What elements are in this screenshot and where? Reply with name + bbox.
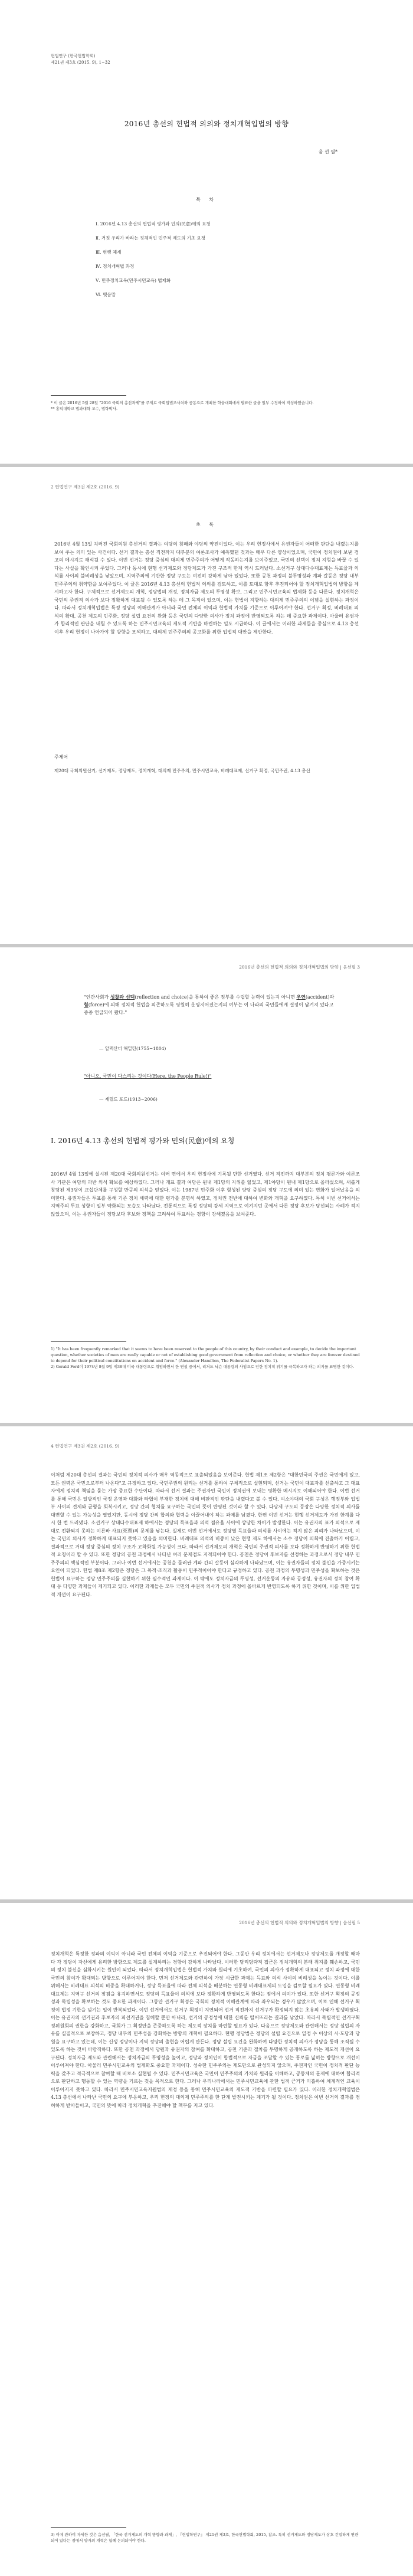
toc-item: Ⅲ. 현행 체계 <box>96 250 122 255</box>
abstract-heading: 초 록 <box>196 522 217 527</box>
footnotes <box>51 400 360 412</box>
keywords-heading: 주제어 <box>54 754 68 760</box>
running-header: 2016년 총선의 헌법적 의의와 정치개혁입법의 방향 | 음선필 3 <box>239 964 360 970</box>
toc-heading: 목 차 <box>196 197 217 202</box>
journal-line: 현법연구 (한국헌법학회) <box>51 54 96 58</box>
toc-item: Ⅱ. 거짓 우리가 바라는 정체적인 민주적 제도의 기초 요청 <box>96 235 205 241</box>
epigraph-quote <box>84 993 336 1016</box>
epigraph-quote: "아니오, 국민이 다스리는 것이다(Here, the People Rule!)" <box>84 1074 212 1079</box>
running-header: 4 헌법연구 제3권 제2호 (2016. 9) <box>51 1443 120 1449</box>
quote-text: "인간사회가 <box>84 995 110 1000</box>
paper-page-3 <box>0 947 413 1423</box>
paper-page-5 <box>0 1903 413 2576</box>
footnote-divider <box>51 2527 126 2528</box>
section-title: Ⅰ. 2016년 4.13 총선의 헌법적 평가와 민의(民意)에의 요청 <box>51 1137 235 1145</box>
footnote: * 이 글은 2016년 5월 28일 "2016 국회의 총선과제"를 주제로 국회입법조사처와 공동으로 개최한 학술대회에서 발표한 글을 일부 수정하여 작성하였습니다. <box>51 401 314 405</box>
running-header: 2 헌법연구 제3권 제2호 (2016. 9) <box>51 484 120 490</box>
quote-text: (accident)과 <box>305 995 335 1000</box>
body-paragraph: 2016년 4월 13일에 실시된 제20대 국회의원선거는 여러 면에서 우리 헌정사에 기록될 만한 선거였다. 선거 직전까지 대부분의 정치 평론가와 여론조사 기관은 여당의 과반 의석 확보를 예상하였다. 그러나 개표 결과 여당은 원내 제1당의 지위를 잃었고, 제1야당이 원내 제1당으로 올라섰으며, 새롭게 창당된 제3당이 교섭단체를 구성할 만큼의 의석을 얻었다. 이는 1987년 민주화 이후 형성된 양당 중심의 정당 구도에 의미 있는 변화가 일어났음을 의미한다. 유권자들은 투표를 통해 기존 정치 세력에 대한 평가를 분명히 하였고, 정치권 전반에 대하여 변화와 개혁을 요구하였다. 특히 이번 선거에서는 지역주의 투표 성향이 일부 약화되는 모습도 나타났다. 전통적으로 특정 정당의 강세 지역으로 여겨지던 곳에서 다른 정당 후보가 당선되는 사례가 적지 않았으며, 이는 유권자들이 정당보다 후보와 정책을 고려하여 투표하는 경향이 강해졌음을 보여준다. <box>51 1171 360 1217</box>
body-paragraph: 정치개혁은 특정한 정파의 이익이 아니라 국민 전체의 이익을 기준으로 추진되어야 한다. 그동안 우리 정치에서는 선거제도나 정당제도를 개정할 때마다 각 정당이 자신에게 유리한 방향으로 제도를 설계하려는 경향이 강하게 나타났다. 이러한 당리당략적 접근은 정치개혁의 본래 취지를 훼손하고, 국민의 정치 불신을 심화시키는 원인이 되었다. 따라서 정치개혁입법은 헌법적 가치와 원리에 기초하여, 국민의 의사가 정확하게 대표되고 정치 과정에 대한 국민의 참여가 확대되는 방향으로 이루어져야 한다. 먼저 선거제도와 관련하여 가장 시급한 과제는 득표와 의석 사이의 비례성을 높이는 것이다. 이를 위해서는 비례대표 의석의 비중을 확대하거나, 정당 득표율에 따라 전체 의석을 배분하는 연동형 비례대표제의 도입을 검토할 필요가 있다. 연동형 비례대표제는 지역구 선거의 장점을 유지하면서도 정당의 득표율이 의석에 보다 정확하게 반영되도록 한다는 점에서 의미가 있다. 또한 선거구 획정의 공정성과 독립성을 확보하는 것도 중요한 과제이다. 그동안 선거구 획정은 국회의 정치적 이해관계에 따라 좌우되는 경우가 많았으며, 이로 인해 선거구 획정이 법정 기한을 넘기는 일이 반복되었다. 이번 선거에서도 선거구 획정이 지연되어 선거 직전까지 선거구가 확정되지 않는 초유의 사태가 발생하였다. 이는 유권자의 선거권과 후보자의 피선거권을 침해할 뿐만 아니라, 선거의 공정성에 대한 신뢰를 떨어뜨리는 결과를 낳았다. 따라서 독립적인 선거구획정위원회의 권한을 강화하고, 국회가 그 획정안을 존중하도록 하는 제도적 장치를 마련할 필요가 있다. 다음으로 정당제도와 관련해서는 정당 설립의 자유를 실질적으로 보장하고, 정당 내부의 민주성을 강화하는 방향의 개혁이 필요하다. 현행 정당법은 정당의 설립 요건으로 일정 수 이상의 시·도당과 당원을 요구하고 있는데, 이는 신생 정당이나 지역 정당의 출현을 어렵게 만든다. 정당 설립 요건을 완화하여 다양한 정치적 의사가 정당을 통해 조직될 수 있도록 하는 것이 바람직하다. 또한 공천 과정에서 당원과 유권자의 참여를 확대하고, 공천 기준과 절차를 투명하게 공개하도록 하는 제도적 개선이 요구된다. 정치자금 제도와 관련해서는 정치자금의 투명성을 높이고, 정당과 정치인이 합법적으로 자금을 조달할 수 있는 통로를 넓히는 방향으로 개선이 이루어져야 한다. 아울러 민주시민교육의 법제화도 중요한 과제이다. 성숙한 민주주의는 제도만으로 완성되지 않으며, 주권자인 국민이 정치적 판단 능력을 갖추고 적극적으로 참여할 때 비로소 실현될 수 있다. 민주시민교육은 국민이 민주주의의 가치와 원리를 이해하고, 공동체의 문제에 대하여 합리적으로 판단하고 행동할 수 있는 역량을 기르는 것을 목적으로 한다. 그러나 우리나라에서는 민주시민교육에 관한 법적 근거가 미흡하여 체계적인 교육이 이루어지지 못하고 있다. 따라서 민주시민교육지원법의 제정 등을 통해 민주시민교육의 제도적 기반을 마련할 필요가 있다. 이러한 정치개혁입법은 4.13 총선에서 나타난 국민의 요구에 부응하고, 우리 헌정의 대의제 민주주의를 한 단계 발전시키는 계기가 될 것이다. 정치권은 이번 선거의 결과를 겸허하게 받아들이고, 국민의 뜻에 따라 정치개혁을 추진해야 할 책무를 지고 있다. <box>51 1951 360 2108</box>
table-of-contents <box>96 217 343 302</box>
author-name: 음 선 필* <box>318 149 337 155</box>
toc-item: Ⅳ. 정치개혁법 과정 <box>96 264 135 269</box>
footnote: ** 홍익대학교 법과대학 교수, 법학박사. <box>51 406 118 411</box>
paper-page-1 <box>0 0 413 464</box>
quote-emphasis: 우연 <box>296 994 306 1000</box>
quote-attribution: — 제럴드 포드(1913~2006) <box>99 1097 158 1102</box>
quote-text: 수립할 능력이 있는지 아니면 <box>234 995 297 1000</box>
quote-attribution: — 알렉산더 해밀턴(1755~1804) <box>99 1046 166 1051</box>
journal-line: 제21권 제3호 (2015. 9), 1~32 <box>51 60 110 65</box>
toc-item: Ⅰ. 2016년 4.13 총선의 헌법적 평가와 민의(民意)에의 요청 <box>96 221 211 227</box>
paper-page-4 <box>0 1426 413 1899</box>
footnote: 2) Gerald Ford이 1974년 8월 9일 제38대 미국 대통령으로 취임하면서 한 연설 중에서, 리처드 닉슨 대통령의 사임으로 인한 정치적 위기를 극복하고자 하는 의지를 표명한 것이다. <box>51 1364 355 1369</box>
paper-title: 2016년 총선의 헌법적 의의와 정치개혁입법의 방향 <box>124 120 289 128</box>
footnote-divider <box>51 395 126 396</box>
quote-text: (reflection and choice)을 통하여 좋은 정부를 <box>135 995 234 1000</box>
body-paragraph: 이처럼 제20대 총선의 결과는 국민의 정치적 의사가 매우 역동적으로 표출되었음을 보여준다. 헌법 제1조 제2항은 "대한민국의 주권은 국민에게 있고, 모든 권력은 국민으로부터 나온다"고 규정하고 있다. 국민주권의 원리는 선거를 통하여 구체적으로 실현되며, 선거는 국민이 대표자를 선출하고 그 대표자에게 정치적 책임을 묻는 가장 중요한 수단이다. 따라서 선거 결과는 주권자인 국민이 정치권에 보내는 명확한 메시지로 이해되어야 한다. 이번 선거를 통해 국민은 일방적인 국정 운영과 대화와 타협이 부재한 정치에 대해 비판적인 판단을 내렸다고 볼 수 있다. 여소야대의 국회 구성은 행정부와 입법부 사이의 견제와 균형을 회복시키고, 정당 간의 협치를 요구하는 국민의 뜻이 반영된 것이라 할 수 있다. 다당제 구도의 등장은 다양한 정치적 의사를 대변할 수 있는 가능성을 열었지만, 동시에 정당 간의 합의와 협력을 이끌어내야 하는 과제를 남겼다. 한편 이번 선거는 현행 선거제도가 가진 한계를 다시 한 번 드러냈다. 소선거구 상대다수대표제 하에서는 정당의 득표율과 의석 점유율 사이에 상당한 차이가 발생한다. 이는 유권자의 표가 의석으로 제대로 전환되지 못하는 이른바 사표(死票)의 문제를 낳는다. 실제로 이번 선거에서도 정당별 득표율과 의석률 사이에는 적지 않은 괴리가 나타났으며, 이는 국민의 의사가 정확하게 대표되지 못하고 있음을 의미한다. 비례대표 의석의 비중이 낮은 현행 제도 하에서는 소수 정당이 의회에 진출하기 어렵고, 결과적으로 거대 정당 중심의 정치 구조가 고착화될 가능성이 크다. 따라서 선거제도의 개혁은 국민의 주권적 의사를 보다 정확하게 반영하기 위한 헌법적 요청이라 할 수 있다. 또한 정당의 공천 과정에서 나타난 여러 문제점도 지적되어야 한다. 공천은 정당이 후보자를 선정하는 과정으로서 정당 내부 민주주의의 핵심적인 부분이다. 그러나 이번 선거에서는 공천을 둘러싼 계파 간의 갈등이 심각하게 나타났으며, 이는 유권자들의 정치 불신을 가중시키는 요인이 되었다. 헌법 제8조 제2항은 정당은 그 목적·조직과 활동이 민주적이어야 한다고 규정하고 있다. 공천 과정의 투명성과 민주성을 확보하는 것은 헌법이 요구하는 정당 민주주의를 실현하기 위한 필수적인 과제이다. 이 밖에도 정치자금의 투명성, 선거운동의 자유와 공정성, 유권자의 정치 참여 확대 등 다양한 과제들이 제기되고 있다. 이러한 과제들은 모두 국민의 주권적 의사가 정치 과정에 올바르게 반영되도록 하기 위한 것이며, 이를 위한 입법적 개선이 요구된다. <box>51 1472 360 1597</box>
keywords: 제20대 국회의원선거, 선거제도, 정당제도, 정치개혁, 대의제 민주주의, 민주시민교육, 비례대표제, 선거구 획정, 국민주권, 4.13 총선 <box>54 768 310 773</box>
toc-item: Ⅴ. 민주정치교육(민주시민교육) 법제화 <box>96 278 171 283</box>
running-header: 2016년 총선의 헌법적 의의와 정치개혁입법의 방향 | 음선필 5 <box>239 1920 360 1925</box>
quote-text: (force)에 의해 정치적 헌법을 의존하도록 영원히 운명지어졌는지의 여부는 이 나라의 국민들에게 결정이 남겨져 있다고 종종 언급되어 왔다." <box>84 1002 334 1015</box>
paper-page-2 <box>0 467 413 944</box>
journal-info <box>51 53 228 66</box>
footnotes <box>51 1346 360 1370</box>
toc-item: Ⅵ. 맺음말 <box>96 292 116 297</box>
quote-emphasis: 성찰과 선택 <box>110 994 135 1000</box>
quote-emphasis: 힘 <box>84 1002 88 1008</box>
footnote: 3) 이에 관하여 자세한 것은 음선필, 「한국 선거제도의 개혁 방향과 과제」, 『헌법학연구』 제21권 제3호, 한국헌법학회, 2015, 참조. 특히 선거제도와 정당제도가 상호 긴밀하게 연관되어 있다는 점에서 양자의 개혁은 함께 논의되어야 한다. <box>51 2532 359 2543</box>
footnote: 1) "It has been frequently remarked that it seems to have been reserved to the people of this country, by their conduct and example, to decide the important question, whether societies of men are really capable or not of establishing good government from reflection and choice, or whether they are forever destined to depend for their political constitutions on accident and force." (Alexander Hamilton, The Federalist Papers No. 1). <box>51 1347 360 1363</box>
footnote-divider <box>51 1341 126 1342</box>
abstract-text: 2016년 4월 13일 치러진 국회의원 총선거의 결과는 여당의 참패와 야당의 약진이었다. 이는 우리 헌정사에서 유권자들이 어떠한 판단을 내렸는지를 보여 주는 의미 있는 사건이다. 선거 결과는 총선 직전까지 대부분의 여론조사가 예측했던 것과는 매우 다른 양상이었으며, 국민이 정치권에 보낸 경고의 메시지로 해석될 수 있다. 이번 선거는 정당 중심의 대의제 민주주의가 어떻게 작동하는지를 보여주었고, 국민의 선택이 정치 지형을 바꿀 수 있다는 사실을 확인시켜 주었다. 그러나 동시에 현행 선거제도와 정당제도가 가진 구조적 한계 역시 드러났다. 소선거구 상대다수대표제는 득표율과 의석률 사이의 불비례성을 낳았으며, 지역주의에 기반한 정당 구도는 여전히 강하게 남아 있었다. 또한 공천 과정의 불투명성과 계파 갈등은 정당 내부 민주주의의 취약함을 보여주었다. 이 글은 2016년 4.13 총선의 헌법적 의의를 검토하고, 이를 토대로 향후 추진되어야 할 정치개혁입법의 방향을 제시하고자 한다. 구체적으로 선거제도의 개혁, 정당법의 개정, 정치자금 제도의 투명성 확보, 그리고 민주시민교육의 법제화 등을 다룬다. 정치개혁은 국민의 주권적 의사가 보다 정확하게 대표될 수 있도록 하는 데 그 목적이 있으며, 이는 헌법이 지향하는 대의제 민주주의의 이념을 실현하는 과정이다. 따라서 정치개혁입법은 특정 정당의 이해관계가 아니라 국민 전체의 이익과 헌법적 가치를 기준으로 이루어져야 한다. 선거구 획정, 비례대표 의석의 확대, 공천 제도의 민주화, 정당 설립 요건의 완화 등은 국민의 다양한 의사가 정치 과정에 반영되도록 하는 데 중요한 과제이다. 아울러 유권자가 합리적인 판단을 내릴 수 있도록 하는 민주시민교육의 제도적 기반을 마련하는 일도 시급하다. 이 글에서는 이러한 과제들을 중심으로 4.13 총선 이후 우리 헌정이 나아가야 할 방향을 모색하고, 대의제 민주주의의 공고화를 위한 입법적 대안을 제안한다. <box>54 542 359 635</box>
